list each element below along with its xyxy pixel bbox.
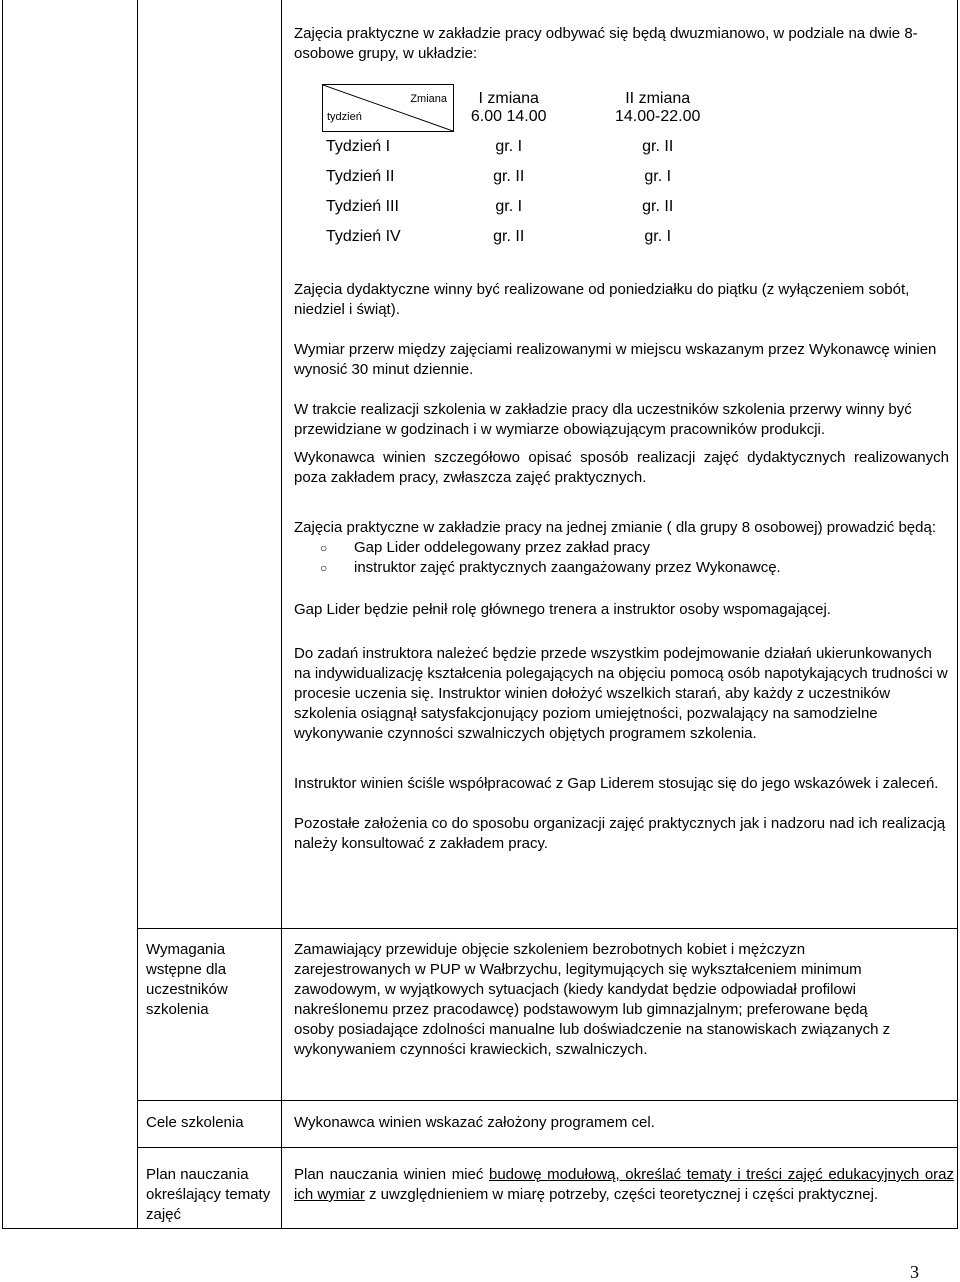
column-divider-left bbox=[137, 0, 138, 1229]
week-label: Tydzień III bbox=[326, 198, 399, 215]
wymagania-label: Wymagania wstępne dla uczestników szkolenia bbox=[146, 941, 228, 1018]
organizacja-cell bbox=[294, 24, 944, 64]
cele-label: Cele szkolenia bbox=[146, 1114, 244, 1131]
row-divider-3 bbox=[137, 1147, 958, 1148]
table-row bbox=[322, 162, 752, 192]
table-row bbox=[322, 192, 752, 222]
shift2-group: gr. I bbox=[644, 228, 672, 245]
list-item: ○ instruktor zajęć praktycznych zaangażowany przez Wykonawcę. bbox=[354, 558, 949, 578]
organizacja-paragraphs bbox=[294, 280, 949, 854]
wymagania-text: Zamawiający przewiduje objęcie szkoleniem bezrobotnych kobiet i mężczyzn zarejestrowanych w PUP w Wałbrzychu, legitymujących się wykształceniem minimum zawodowym, w wyjątkowych sytuacjach (kiedy kandydat będzie odpowiadał profilowi nakreślonemu przez pracodawcę) podstawowym lub gimnazjalnym; preferowane będą osoby posiadające zdolności manualne lub doświadczenie na stanowiskach związanych z wykonywaniem czynności krawieckich, szwalniczych. bbox=[294, 941, 891, 1058]
paragraph-wykonawca: Wykonawca winien szczegółowo opisać sposób realizacji zajęć dydaktycznych realizowanych poza zakładem pracy, zwłaszcza zajęć praktycznych. bbox=[294, 449, 949, 486]
corner-label-zmiana: Zmiana bbox=[410, 93, 447, 105]
schedule-table bbox=[322, 84, 752, 252]
table-row bbox=[322, 222, 752, 252]
table-left-border bbox=[2, 0, 3, 1229]
shift1-group: gr. I bbox=[495, 198, 523, 215]
col2-title: II zmiana bbox=[625, 90, 691, 107]
week-label: Tydzień IV bbox=[326, 228, 401, 245]
table-row bbox=[322, 132, 752, 162]
page-number: 3 bbox=[910, 1262, 919, 1282]
week-label: Tydzień II bbox=[326, 168, 395, 185]
shift1-group: gr. II bbox=[493, 168, 525, 185]
paragraph-pozostale: Pozostałe założenia co do sposobu organizacji zajęć praktycznych jak i nadzoru nad ich realizacją należy konsultować z zakładem pracy. bbox=[294, 815, 946, 852]
row-divider-1 bbox=[137, 928, 958, 929]
staff-list bbox=[294, 538, 949, 578]
plan-label: Plan nauczania określający tematy zajęć bbox=[146, 1166, 271, 1223]
schedule-corner-cell bbox=[322, 84, 454, 132]
paragraph-zadan: Do zadań instruktora należeć będzie przede wszystkim podejmowanie działań ukierunkowanych na indywidualizację kształcenia polegających na objęciu pomocą osób napotykających trudności w procesie uczenia się. Instruktor winien dołożyć wszelkich starań, aby każdy z uczestników szkolenia osiągnął satysfakcjonujący poziom umiejętności, pozwalający na samodzielne wykonywanie czynności szwalniczych objętych programem szkolenia. bbox=[294, 645, 948, 742]
shift2-group: gr. II bbox=[642, 198, 674, 215]
plan-text-b: z uwzględnieniem w miarę potrzeby, części teoretycznej i części praktycznej. bbox=[364, 1186, 879, 1203]
paragraph-gaplider: Gap Lider będzie pełnił rolę głównego trenera a instruktor osoby wspomagającej. bbox=[294, 601, 831, 618]
paragraph-przerwy: Wymiar przerw między zajęciami realizowanymi w miejscu wskazanym przez Wykonawcę winien wynosić 30 minut dziennie. bbox=[294, 341, 937, 378]
col1-title: I zmiana bbox=[478, 90, 539, 107]
corner-label-tydzien: tydzień bbox=[327, 111, 362, 123]
row-divider-2 bbox=[137, 1100, 958, 1101]
col2-time: 14.00-22.00 bbox=[615, 108, 701, 125]
shift1-group: gr. II bbox=[493, 228, 525, 245]
shift2-group: gr. I bbox=[644, 168, 672, 185]
shift1-group: gr. I bbox=[495, 138, 523, 155]
paragraph-trakcie: W trakcie realizacji szkolenia w zakładzie pracy dla uczestników szkolenia przerwy winny być przewidziane w godzinach i w wymiarze obowiązującym pracowników produkcji. bbox=[294, 401, 912, 438]
plan-text-underlined: budowę modułową, określać tematy i treści zajęć edukacyjnych oraz ich wymiar bbox=[294, 1166, 954, 1203]
plan-text bbox=[294, 1165, 954, 1205]
col1-time: 6.00 14.00 bbox=[470, 108, 547, 125]
paragraph-zmiana: Zajęcia praktyczne w zakładzie pracy na jednej zmianie ( dla grupy 8 osobowej) prowadzić będą: bbox=[294, 519, 936, 536]
column-divider-right bbox=[281, 0, 282, 1229]
week-label: Tydzień I bbox=[326, 138, 391, 155]
shift2-group: gr. II bbox=[642, 138, 674, 155]
paragraph-dydaktyczne: Zajęcia dydaktyczne winny być realizowane od poniedziałku do piątku (z wyłączeniem sobót, niedziel i świąt). bbox=[294, 281, 910, 318]
paragraph-instruktor: Instruktor winien ściśle współpracować z Gap Liderem stosując się do jego wskazówek i zaleceń. bbox=[294, 775, 939, 792]
list-item: ○ Gap Lider oddelegowany przez zakład pracy bbox=[354, 538, 949, 558]
intro-paragraph: Zajęcia praktyczne w zakładzie pracy odbywać się będą dwuzmianowo, w podziale na dwie 8-osobowe grupy, w układzie: bbox=[294, 25, 918, 62]
cele-text: Wykonawca winien wskazać założony programem cel. bbox=[294, 1114, 655, 1131]
plan-text-a: Plan nauczania winien mieć bbox=[294, 1166, 489, 1183]
